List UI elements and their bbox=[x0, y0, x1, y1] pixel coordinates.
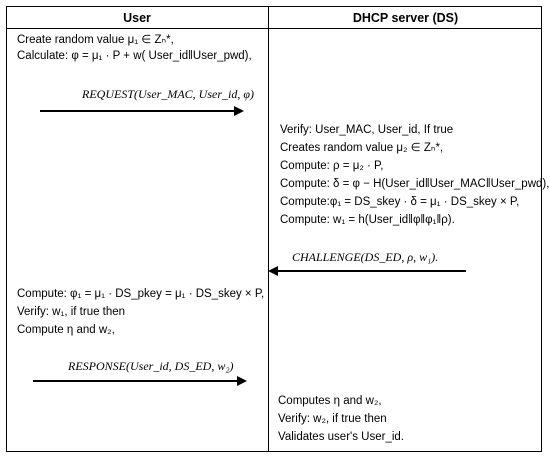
server-step1-line2: Creates random value μ₂ ∈ Zₙ*, bbox=[280, 142, 444, 154]
challenge-message-label: CHALLENGE(DS_ED, ρ, w₁). bbox=[292, 250, 439, 264]
user-step1-line2: Calculate: φ = μ₁ · P + w( User_id‖User_pwd), bbox=[17, 50, 252, 62]
user-step1-line1: Create random value μ₁ ∈ Zₙ*, bbox=[17, 34, 174, 46]
user-step2-line3: Compute η and w₂, bbox=[17, 324, 115, 336]
response-arrow bbox=[33, 374, 248, 388]
server-step1-line5: Compute:φ₁ = DS_skey · δ = μ₁ · DS_skey × P, bbox=[280, 196, 520, 208]
server-step1-line1: Verify: User_MAC, User_id, If true bbox=[280, 124, 454, 136]
server-step2-line1: Computes η and w₂, bbox=[278, 395, 382, 407]
server-column-header: DHCP server (DS) bbox=[352, 11, 459, 25]
request-message-label: REQUEST(User_MAC, User_id, φ) bbox=[82, 87, 254, 101]
server-step1-line4: Compute: δ = φ − H(User_id‖User_MAC‖User_pwd), bbox=[280, 178, 550, 190]
column-divider bbox=[268, 6, 269, 452]
user-column-header: User bbox=[123, 11, 151, 25]
server-step1-line6: Compute: w₁ = h(User_id‖φ‖φ₁‖ρ). bbox=[280, 214, 455, 226]
server-step2-line2: Verify: w₂, if true then bbox=[278, 413, 387, 425]
request-arrow bbox=[40, 104, 245, 118]
server-step1-line3: Compute: ρ = μ₂ · P, bbox=[280, 160, 384, 172]
server-step2-line3: Validates user's User_id. bbox=[278, 431, 404, 443]
challenge-arrow bbox=[268, 264, 468, 278]
response-message-label: RESPONSE(User_id, DS_ED, w₂) bbox=[68, 359, 234, 373]
user-step2-line2: Verify: w₁, if true then bbox=[17, 306, 126, 318]
user-step2-line1: Compute: φ₁ = μ₁ · DS_pkey = μ₁ · DS_skey × P, bbox=[17, 288, 265, 300]
header-divider bbox=[6, 28, 542, 29]
